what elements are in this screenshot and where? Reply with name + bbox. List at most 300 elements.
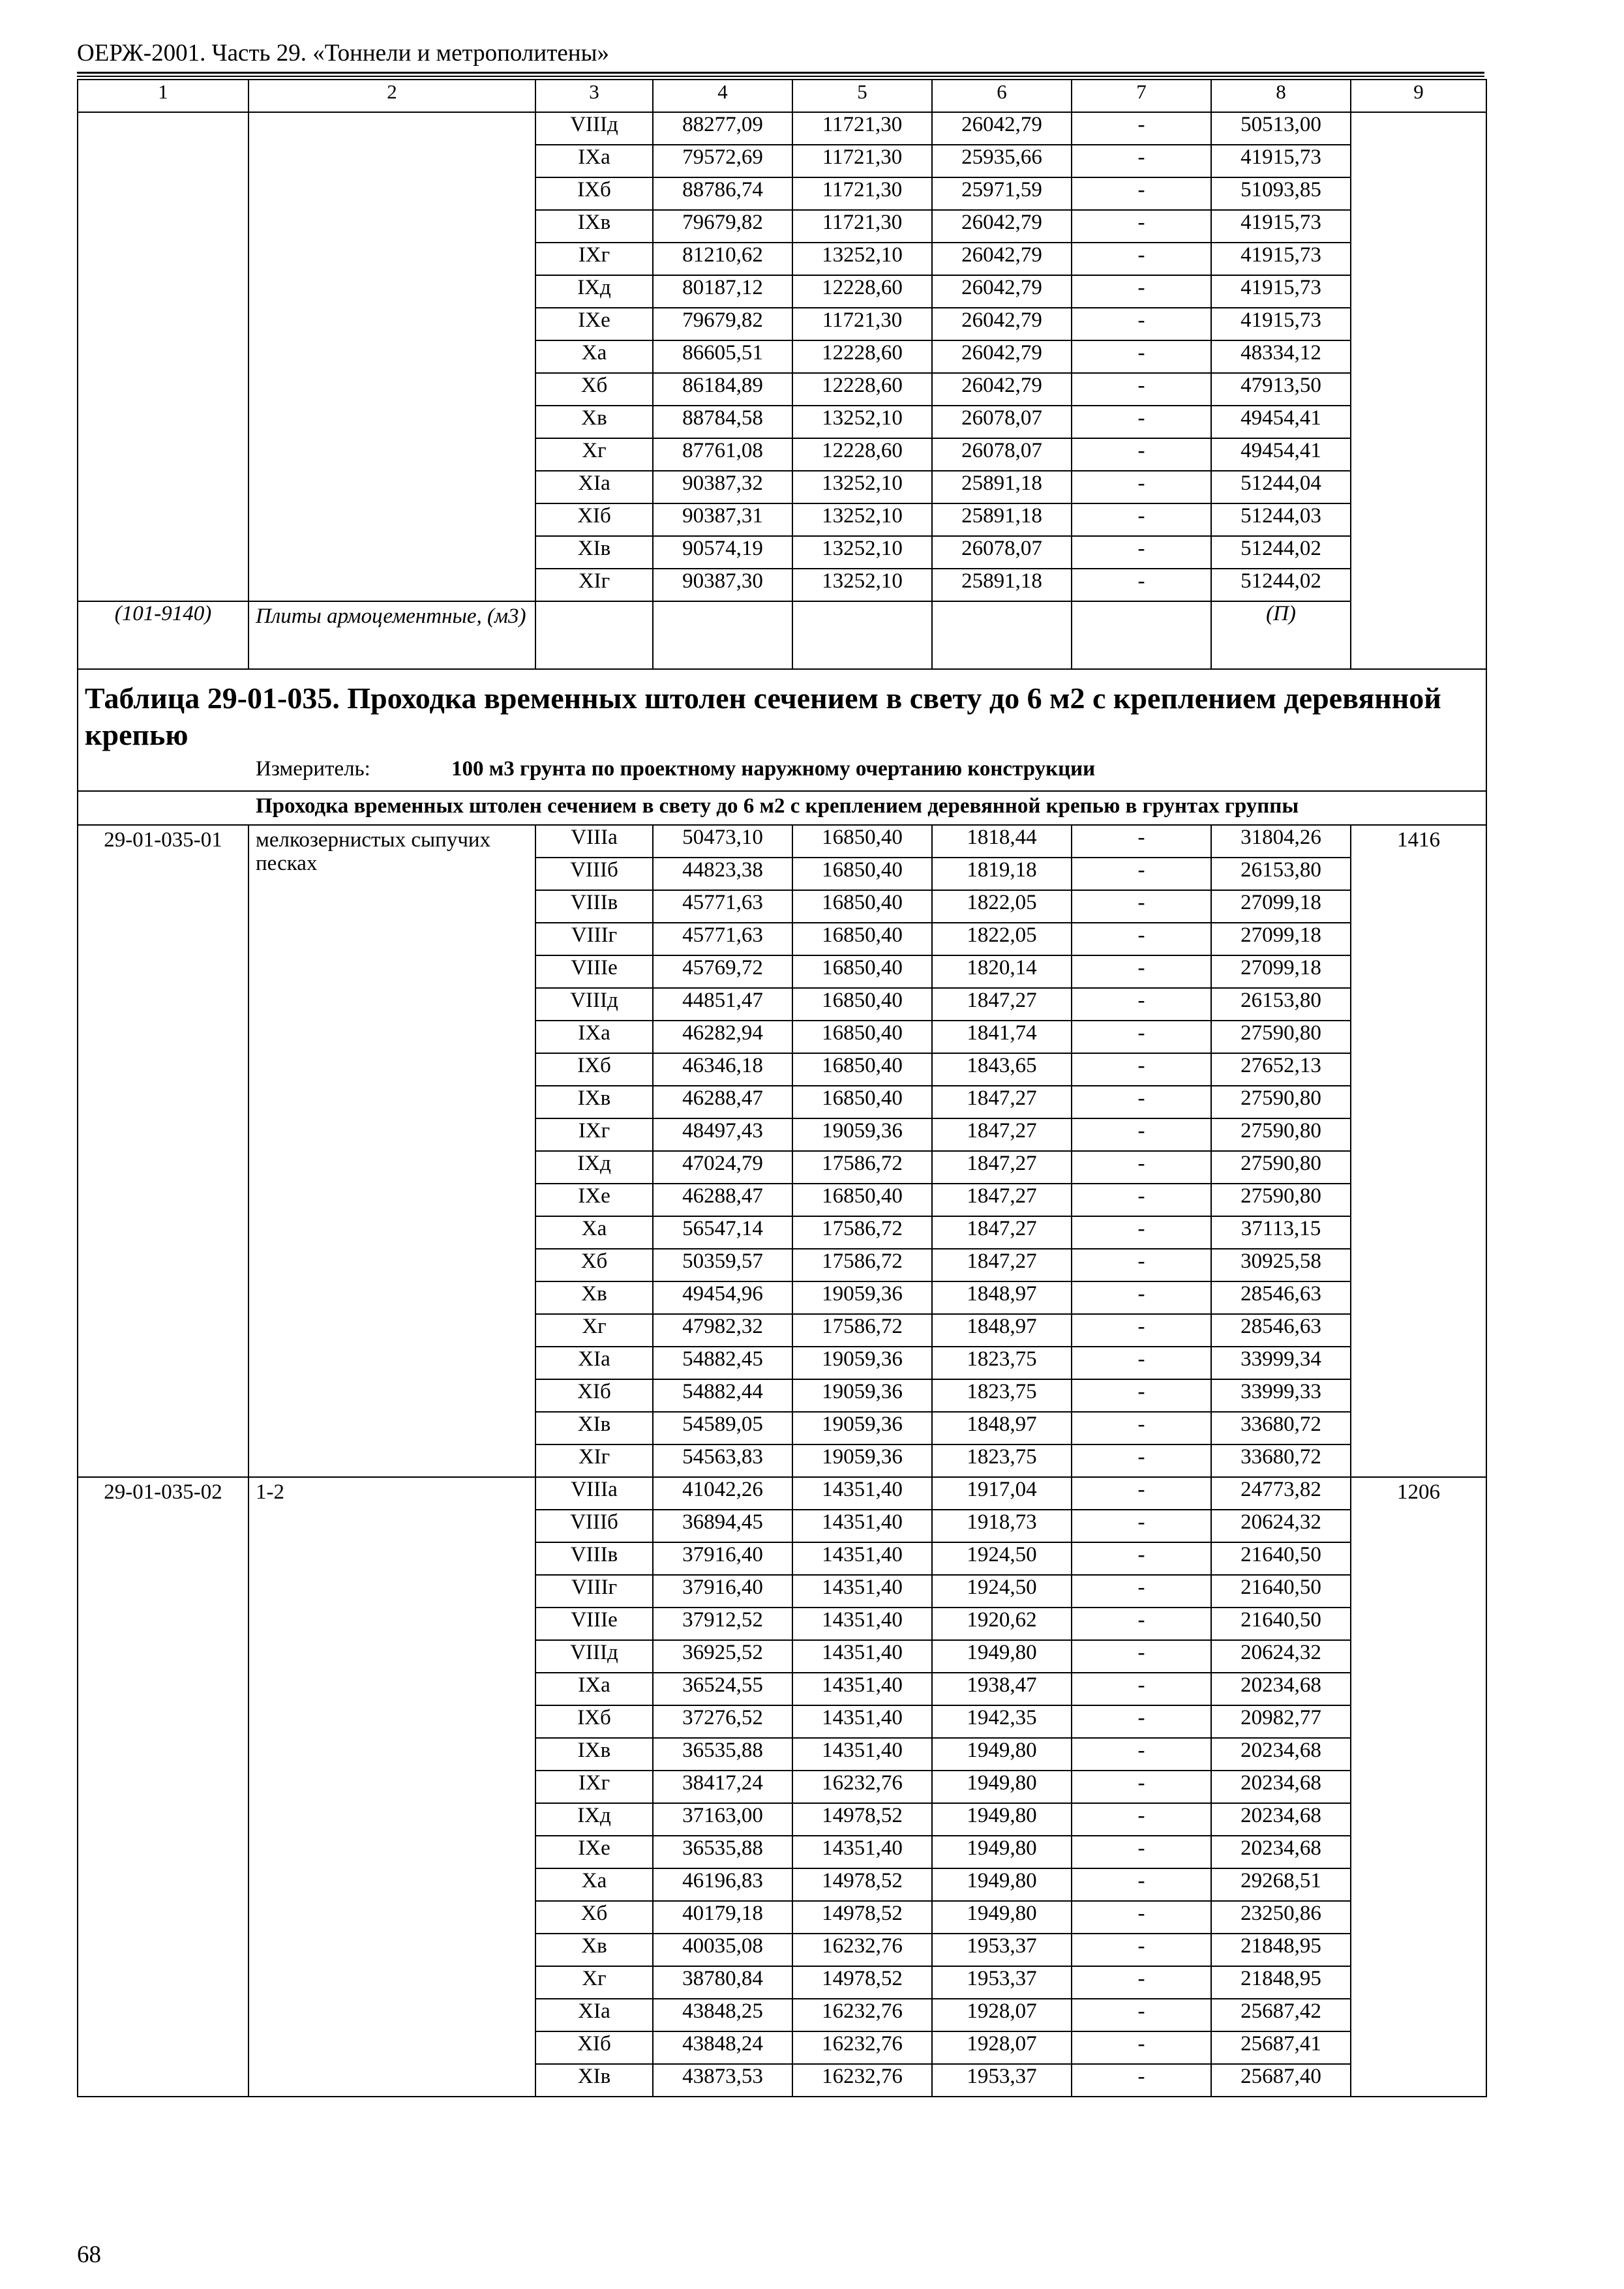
col4-value: 37912,52 <box>653 1608 792 1640</box>
resource-code: VIIIа <box>535 825 653 858</box>
resource-code: Xв <box>535 1934 653 1966</box>
col7-value: - <box>1072 1542 1211 1575</box>
col8-value: 41915,73 <box>1211 243 1351 275</box>
col8-value: 33680,72 <box>1211 1444 1351 1477</box>
col8-value: 27590,80 <box>1211 1118 1351 1151</box>
col4-value: 43848,25 <box>653 1999 792 2031</box>
col6-value: 26042,79 <box>932 210 1072 243</box>
col6-value: 1822,05 <box>932 890 1072 923</box>
col6-value: 26078,07 <box>932 536 1072 569</box>
col5-value: 13252,10 <box>792 243 932 275</box>
col6-value: 1847,27 <box>932 1118 1072 1151</box>
col5-value: 19059,36 <box>792 1281 932 1314</box>
col7-value: - <box>1072 1477 1211 1510</box>
col6-value: 1953,37 <box>932 1966 1072 1999</box>
col5-value: 14351,40 <box>792 1705 932 1738</box>
empty-cell <box>932 601 1072 669</box>
resource-code: VIIIе <box>535 1608 653 1640</box>
code-cell <box>78 112 248 601</box>
col8-value: 20234,68 <box>1211 1771 1351 1803</box>
col6-value: 26042,79 <box>932 243 1072 275</box>
col4-value: 38417,24 <box>653 1771 792 1803</box>
measure-value: 100 м3 грунта по проектному наружному очертанию конструкции <box>451 757 1096 781</box>
col4-value: 49454,96 <box>653 1281 792 1314</box>
col9-cell <box>1351 112 1486 669</box>
col4-value: 56547,14 <box>653 1216 792 1249</box>
col8-value: 26153,80 <box>1211 858 1351 890</box>
resource-code: VIIIд <box>535 988 653 1021</box>
col6-value: 26042,79 <box>932 373 1072 406</box>
column-number: 6 <box>932 80 1072 112</box>
col8-value: 51093,85 <box>1211 177 1351 210</box>
col4-value: 44823,38 <box>653 858 792 890</box>
col6-value: 1822,05 <box>932 923 1072 955</box>
material-name: Плиты армоцементные, (м3) <box>248 601 535 669</box>
col6-value: 1920,62 <box>932 1608 1072 1640</box>
col7-value: - <box>1072 1086 1211 1118</box>
col6-value: 26042,79 <box>932 275 1072 308</box>
col7-value: - <box>1072 1021 1211 1053</box>
resource-code: IXд <box>535 275 653 308</box>
col7-value: - <box>1072 112 1211 145</box>
col6-value: 1841,74 <box>932 1021 1072 1053</box>
col5-value: 17586,72 <box>792 1216 932 1249</box>
col8-value: 20234,68 <box>1211 1673 1351 1705</box>
col8-value: 27590,80 <box>1211 1184 1351 1216</box>
col6-value: 1917,04 <box>932 1477 1072 1510</box>
col8-value: 27099,18 <box>1211 955 1351 988</box>
col4-value: 79572,69 <box>653 145 792 177</box>
measure-row <box>78 757 1486 791</box>
col7-value: - <box>1072 1803 1211 1836</box>
resource-code: IXе <box>535 1836 653 1868</box>
resource-code: Xв <box>535 1281 653 1314</box>
empty-cell <box>1072 601 1211 669</box>
col4-value: 54563,83 <box>653 1444 792 1477</box>
col8-value: 21640,50 <box>1211 1575 1351 1608</box>
col8-value: 21848,95 <box>1211 1934 1351 1966</box>
col4-value: 37916,40 <box>653 1542 792 1575</box>
resource-code: Xа <box>535 1868 653 1901</box>
col7-value: - <box>1072 503 1211 536</box>
resource-code: Xа <box>535 1216 653 1249</box>
col5-value: 16232,76 <box>792 2064 932 2097</box>
col5-value: 16850,40 <box>792 988 932 1021</box>
rate-name: 1-2 <box>248 1477 535 2097</box>
resource-code: VIIIв <box>535 890 653 923</box>
col8-value: 50513,00 <box>1211 112 1351 145</box>
header-rule-bottom <box>77 76 1484 77</box>
col6-value: 1823,75 <box>932 1347 1072 1379</box>
resource-code: IXв <box>535 210 653 243</box>
col7-value: - <box>1072 1836 1211 1868</box>
col5-value: 11721,30 <box>792 210 932 243</box>
col8-value: 51244,02 <box>1211 569 1351 601</box>
col6-value: 26078,07 <box>932 406 1072 438</box>
col6-value: 25891,18 <box>932 503 1072 536</box>
col6-value: 26042,79 <box>932 308 1072 340</box>
col7-value: - <box>1072 243 1211 275</box>
col4-value: 36535,88 <box>653 1738 792 1771</box>
col8-value: 20234,68 <box>1211 1738 1351 1771</box>
resource-code: VIIIд <box>535 1640 653 1673</box>
table-row <box>78 1477 1486 1510</box>
col5-value: 14351,40 <box>792 1477 932 1510</box>
col6-value: 26042,79 <box>932 340 1072 373</box>
resource-code: IXб <box>535 1053 653 1086</box>
rate-name: мелкозернистых сыпучих песках <box>248 825 535 1477</box>
page-number: 68 <box>77 2241 101 2268</box>
col7-value: - <box>1072 1868 1211 1901</box>
col7-value: - <box>1072 1216 1211 1249</box>
col7-value: - <box>1072 1118 1211 1151</box>
col8-value: 25687,40 <box>1211 2064 1351 2097</box>
resource-code: XIа <box>535 1347 653 1379</box>
col8-value: 23250,86 <box>1211 1901 1351 1934</box>
col4-value: 46288,47 <box>653 1086 792 1118</box>
resource-code: IXд <box>535 1803 653 1836</box>
col4-value: 45771,63 <box>653 923 792 955</box>
col5-value: 16850,40 <box>792 858 932 890</box>
col4-value: 45769,72 <box>653 955 792 988</box>
col6-value: 25935,66 <box>932 145 1072 177</box>
col5-value: 16850,40 <box>792 825 932 858</box>
col5-value: 16850,40 <box>792 1086 932 1118</box>
col4-value: 86184,89 <box>653 373 792 406</box>
column-number: 5 <box>792 80 932 112</box>
col8-value: 33680,72 <box>1211 1412 1351 1444</box>
col5-value: 16232,76 <box>792 1999 932 2031</box>
col5-value: 13252,10 <box>792 536 932 569</box>
col8-value: 49454,41 <box>1211 438 1351 471</box>
resource-code: VIIIд <box>535 112 653 145</box>
col5-value: 14351,40 <box>792 1836 932 1868</box>
col4-value: 88786,74 <box>653 177 792 210</box>
resource-code: IXа <box>535 1673 653 1705</box>
col8-value: 20234,68 <box>1211 1836 1351 1868</box>
col5-value: 14978,52 <box>792 1868 932 1901</box>
rate-code: 29-01-035-01 <box>78 825 248 1477</box>
col6-value: 1928,07 <box>932 2031 1072 2064</box>
col7-value: - <box>1072 825 1211 858</box>
col6-value: 1818,44 <box>932 825 1072 858</box>
col4-value: 40179,18 <box>653 1901 792 1934</box>
col6-value: 25891,18 <box>932 569 1072 601</box>
col5-value: 17586,72 <box>792 1314 932 1347</box>
col5-value: 16232,76 <box>792 2031 932 2064</box>
col7-value: - <box>1072 1901 1211 1934</box>
col8-value: 27099,18 <box>1211 923 1351 955</box>
col6-value: 1843,65 <box>932 1053 1072 1086</box>
col7-value: - <box>1072 1966 1211 1999</box>
col7-value: - <box>1072 1575 1211 1608</box>
col7-value: - <box>1072 988 1211 1021</box>
col5-value: 11721,30 <box>792 112 932 145</box>
col8-value: 20234,68 <box>1211 1803 1351 1836</box>
col6-value: 1819,18 <box>932 858 1072 890</box>
measure-cell <box>78 757 1486 791</box>
col6-value: 1848,97 <box>932 1412 1072 1444</box>
col4-value: 50473,10 <box>653 825 792 858</box>
col7-value: - <box>1072 536 1211 569</box>
col7-value: - <box>1072 1934 1211 1966</box>
col6-value: 1949,80 <box>932 1836 1072 1868</box>
column-number: 2 <box>248 80 535 112</box>
col4-value: 90387,31 <box>653 503 792 536</box>
col5-value: 12228,60 <box>792 373 932 406</box>
col4-value: 81210,62 <box>653 243 792 275</box>
col7-value: - <box>1072 1510 1211 1542</box>
col6-value: 1820,14 <box>932 955 1072 988</box>
resource-code: IXб <box>535 177 653 210</box>
empty-cell <box>535 601 653 669</box>
col5-value: 19059,36 <box>792 1347 932 1379</box>
col4-value: 36535,88 <box>653 1836 792 1868</box>
col4-value: 87761,08 <box>653 438 792 471</box>
col8-value: 48334,12 <box>1211 340 1351 373</box>
col7-value: - <box>1072 210 1211 243</box>
resource-code: VIIIг <box>535 923 653 955</box>
col5-value: 14351,40 <box>792 1542 932 1575</box>
col7-value: - <box>1072 438 1211 471</box>
col4-value: 38780,84 <box>653 1966 792 1999</box>
column-number: 7 <box>1072 80 1211 112</box>
resource-code: Xб <box>535 373 653 406</box>
resource-code: IXг <box>535 1118 653 1151</box>
col7-value: - <box>1072 373 1211 406</box>
col8-value: 31804,26 <box>1211 825 1351 858</box>
resource-code: IXв <box>535 1738 653 1771</box>
resource-code: IXб <box>535 1705 653 1738</box>
resource-code: Xб <box>535 1249 653 1281</box>
col7-value: - <box>1072 2064 1211 2097</box>
col8-value: 25687,41 <box>1211 2031 1351 2064</box>
col5-value: 13252,10 <box>792 503 932 536</box>
column-number: 3 <box>535 80 653 112</box>
col6-value: 1823,75 <box>932 1444 1072 1477</box>
col6-value: 1918,73 <box>932 1510 1072 1542</box>
col4-value: 54882,45 <box>653 1347 792 1379</box>
col5-value: 17586,72 <box>792 1151 932 1184</box>
header-rule-top <box>77 72 1484 74</box>
col7-value: - <box>1072 923 1211 955</box>
col5-value: 16850,40 <box>792 955 932 988</box>
col8-value: 47913,50 <box>1211 373 1351 406</box>
col7-value: - <box>1072 1705 1211 1738</box>
col6-value: 1848,97 <box>932 1314 1072 1347</box>
col4-value: 79679,82 <box>653 308 792 340</box>
col8-value: 24773,82 <box>1211 1477 1351 1510</box>
rate-col9: 1206 <box>1351 1477 1486 2097</box>
col7-value: - <box>1072 1151 1211 1184</box>
col6-value: 1949,80 <box>932 1803 1072 1836</box>
subheading-row <box>78 791 1486 825</box>
col6-value: 1928,07 <box>932 1999 1072 2031</box>
col4-value: 46288,47 <box>653 1184 792 1216</box>
col6-value: 1823,75 <box>932 1379 1072 1412</box>
material-col8: (П) <box>1211 601 1351 669</box>
col5-value: 17586,72 <box>792 1249 932 1281</box>
col7-value: - <box>1072 1608 1211 1640</box>
col4-value: 36524,55 <box>653 1673 792 1705</box>
col5-value: 14978,52 <box>792 1966 932 1999</box>
col6-value: 26042,79 <box>932 112 1072 145</box>
resource-code: IXе <box>535 1184 653 1216</box>
column-number: 9 <box>1351 80 1486 112</box>
col7-value: - <box>1072 1314 1211 1347</box>
resource-code: IXд <box>535 1151 653 1184</box>
col4-value: 41042,26 <box>653 1477 792 1510</box>
col8-value: 41915,73 <box>1211 275 1351 308</box>
col8-value: 41915,73 <box>1211 308 1351 340</box>
col5-value: 14351,40 <box>792 1575 932 1608</box>
column-number-row <box>78 80 1486 112</box>
col7-value: - <box>1072 1281 1211 1314</box>
resource-code: XIа <box>535 471 653 503</box>
col7-value: - <box>1072 145 1211 177</box>
col7-value: - <box>1072 275 1211 308</box>
col5-value: 19059,36 <box>792 1444 932 1477</box>
col4-value: 54589,05 <box>653 1412 792 1444</box>
col8-value: 25687,42 <box>1211 1999 1351 2031</box>
col4-value: 37916,40 <box>653 1575 792 1608</box>
col8-value: 20624,32 <box>1211 1510 1351 1542</box>
col4-value: 88277,09 <box>653 112 792 145</box>
col6-value: 25971,59 <box>932 177 1072 210</box>
col4-value: 86605,51 <box>653 340 792 373</box>
col7-value: - <box>1072 1053 1211 1086</box>
col8-value: 28546,63 <box>1211 1281 1351 1314</box>
col5-value: 12228,60 <box>792 275 932 308</box>
col6-value: 1847,27 <box>932 1086 1072 1118</box>
col5-value: 16850,40 <box>792 890 932 923</box>
resource-code: XIа <box>535 1999 653 2031</box>
col7-value: - <box>1072 890 1211 923</box>
col5-value: 13252,10 <box>792 569 932 601</box>
col8-value: 30925,58 <box>1211 1249 1351 1281</box>
col5-value: 14351,40 <box>792 1738 932 1771</box>
col7-value: - <box>1072 1184 1211 1216</box>
col8-value: 21640,50 <box>1211 1608 1351 1640</box>
resource-code: XIв <box>535 1412 653 1444</box>
material-ref-row <box>78 601 1486 669</box>
table-row <box>78 112 1486 145</box>
col6-value: 1949,80 <box>932 1868 1072 1901</box>
col7-value: - <box>1072 1640 1211 1673</box>
col6-value: 25891,18 <box>932 471 1072 503</box>
col4-value: 48497,43 <box>653 1118 792 1151</box>
resource-code: Xб <box>535 1901 653 1934</box>
col4-value: 37276,52 <box>653 1705 792 1738</box>
col6-value: 1949,80 <box>932 1738 1072 1771</box>
col6-value: 1847,27 <box>932 1151 1072 1184</box>
col4-value: 46346,18 <box>653 1053 792 1086</box>
col5-value: 16850,40 <box>792 1053 932 1086</box>
empty-cell <box>792 601 932 669</box>
col8-value: 49454,41 <box>1211 406 1351 438</box>
col4-value: 88784,58 <box>653 406 792 438</box>
col8-value: 51244,04 <box>1211 471 1351 503</box>
col5-value: 12228,60 <box>792 438 932 471</box>
col5-value: 11721,30 <box>792 145 932 177</box>
col5-value: 16232,76 <box>792 1771 932 1803</box>
col4-value: 46196,83 <box>653 1868 792 1901</box>
col6-value: 1942,35 <box>932 1705 1072 1738</box>
rate-code: 29-01-035-02 <box>78 1477 248 2097</box>
resource-code: XIв <box>535 2064 653 2097</box>
col8-value: 20982,77 <box>1211 1705 1351 1738</box>
resource-code: Xв <box>535 406 653 438</box>
col4-value: 79679,82 <box>653 210 792 243</box>
col8-value: 21640,50 <box>1211 1542 1351 1575</box>
col8-value: 27590,80 <box>1211 1151 1351 1184</box>
resource-code: VIIIб <box>535 1510 653 1542</box>
col6-value: 1924,50 <box>932 1575 1072 1608</box>
resource-code: IXв <box>535 1086 653 1118</box>
table-row <box>78 825 1486 858</box>
col5-value: 14978,52 <box>792 1803 932 1836</box>
col7-value: - <box>1072 955 1211 988</box>
col4-value: 46282,94 <box>653 1021 792 1053</box>
col6-value: 1949,80 <box>932 1901 1072 1934</box>
col6-value: 1847,27 <box>932 988 1072 1021</box>
resource-code: IXа <box>535 1021 653 1053</box>
col4-value: 37163,00 <box>653 1803 792 1836</box>
rates-table <box>77 79 1487 2097</box>
resource-code: IXг <box>535 1771 653 1803</box>
resource-code: VIIIа <box>535 1477 653 1510</box>
col5-value: 13252,10 <box>792 471 932 503</box>
col7-value: - <box>1072 858 1211 890</box>
material-code: (101-9140) <box>78 601 248 669</box>
rates-table-body <box>78 80 1486 2097</box>
col7-value: - <box>1072 340 1211 373</box>
table-title-row <box>78 669 1486 757</box>
empty-cell <box>653 601 792 669</box>
col4-value: 50359,57 <box>653 1249 792 1281</box>
col6-value: 1847,27 <box>932 1216 1072 1249</box>
col7-value: - <box>1072 406 1211 438</box>
col7-value: - <box>1072 1999 1211 2031</box>
col8-value: 27590,80 <box>1211 1021 1351 1053</box>
col6-value: 1949,80 <box>932 1771 1072 1803</box>
col4-value: 43873,53 <box>653 2064 792 2097</box>
col7-value: - <box>1072 1444 1211 1477</box>
col4-value: 40035,08 <box>653 1934 792 1966</box>
col8-value: 41915,73 <box>1211 145 1351 177</box>
col5-value: 16850,40 <box>792 923 932 955</box>
resource-code: Xг <box>535 1314 653 1347</box>
resource-code: XIг <box>535 1444 653 1477</box>
col4-value: 45771,63 <box>653 890 792 923</box>
col7-value: - <box>1072 1379 1211 1412</box>
col4-value: 80187,12 <box>653 275 792 308</box>
col8-value: 27099,18 <box>1211 890 1351 923</box>
col6-value: 1847,27 <box>932 1249 1072 1281</box>
col5-value: 11721,30 <box>792 308 932 340</box>
col8-value: 20624,32 <box>1211 1640 1351 1673</box>
col4-value: 90574,19 <box>653 536 792 569</box>
resource-code: XIг <box>535 569 653 601</box>
resource-code: XIб <box>535 2031 653 2064</box>
resource-code: VIIIб <box>535 858 653 890</box>
col5-value: 14351,40 <box>792 1608 932 1640</box>
col8-value: 51244,03 <box>1211 503 1351 536</box>
col4-value: 36894,45 <box>653 1510 792 1542</box>
col7-value: - <box>1072 1738 1211 1771</box>
col4-value: 90387,30 <box>653 569 792 601</box>
col5-value: 16850,40 <box>792 1184 932 1216</box>
